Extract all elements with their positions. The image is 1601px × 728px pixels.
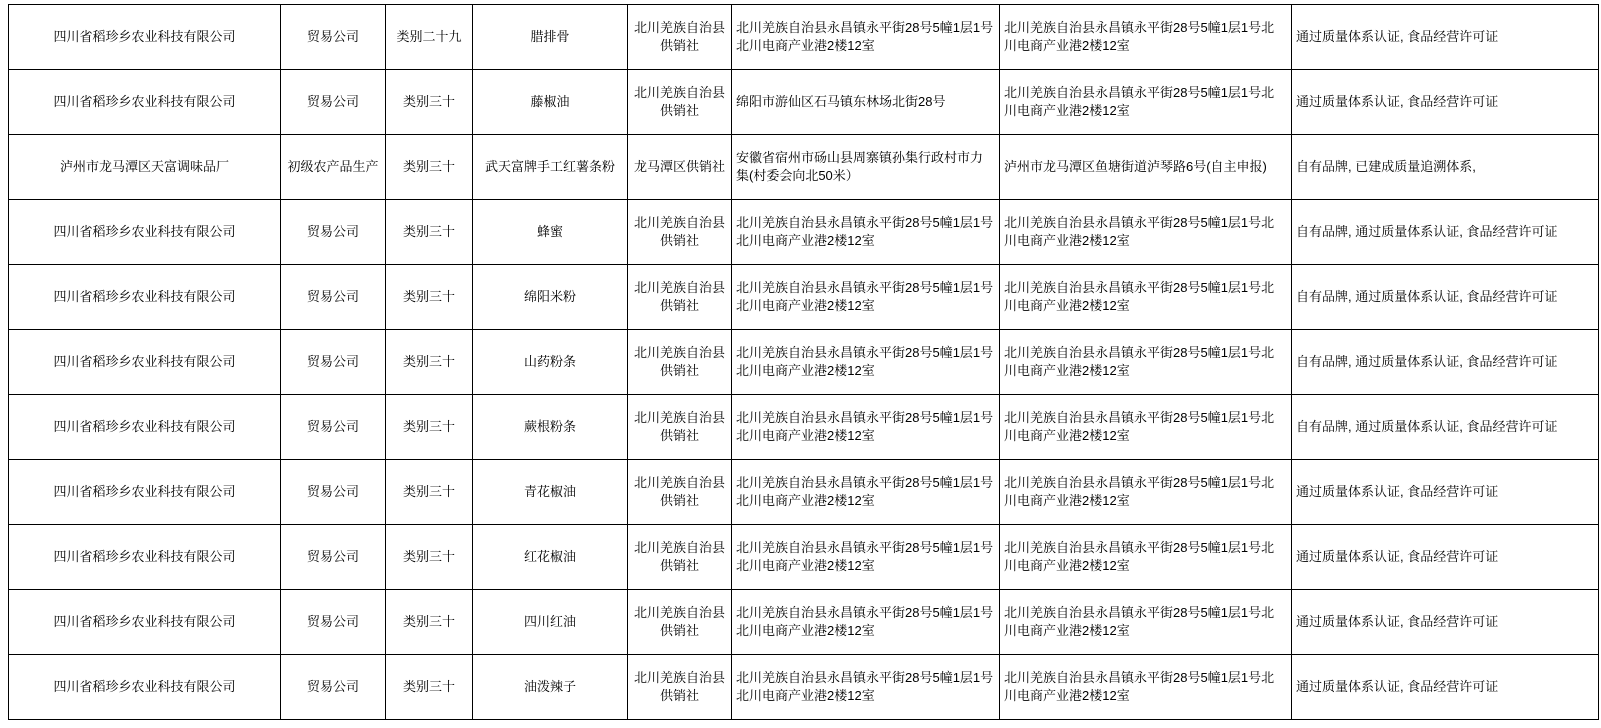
cell-company-type: 贸易公司 xyxy=(281,525,386,590)
cell-company: 四川省稻珍乡农业科技有限公司 xyxy=(9,590,281,655)
cell-registered-address: 北川羌族自治县永昌镇永平街28号5幢1层1号北川电商产业港2楼12室 xyxy=(1000,590,1292,655)
cell-company: 四川省稻珍乡农业科技有限公司 xyxy=(9,70,281,135)
cell-supply-coop: 北川羌族自治县供销社 xyxy=(628,265,732,330)
cell-supply-coop: 北川羌族自治县供销社 xyxy=(628,5,732,70)
cell-production-address: 北川羌族自治县永昌镇永平街28号5幢1层1号北川电商产业港2楼12室 xyxy=(732,395,1000,460)
cell-product-name: 蜂蜜 xyxy=(473,200,628,265)
cell-category: 类别三十 xyxy=(386,135,473,200)
cell-registered-address: 北川羌族自治县永昌镇永平街28号5幢1层1号北川电商产业港2楼12室 xyxy=(1000,5,1292,70)
cell-company-type: 贸易公司 xyxy=(281,70,386,135)
cell-company-type: 贸易公司 xyxy=(281,200,386,265)
cell-company: 四川省稻珍乡农业科技有限公司 xyxy=(9,460,281,525)
cell-production-address: 安徽省宿州市砀山县周寨镇孙集行政村市力集(村委会向北50米） xyxy=(732,135,1000,200)
table-row xyxy=(9,590,1599,655)
cell-category: 类别三十 xyxy=(386,200,473,265)
cell-registered-address: 北川羌族自治县永昌镇永平街28号5幢1层1号北川电商产业港2楼12室 xyxy=(1000,200,1292,265)
cell-remark: 通过质量体系认证, 食品经营许可证 xyxy=(1292,70,1599,135)
table-row xyxy=(9,135,1599,200)
cell-category: 类别三十 xyxy=(386,395,473,460)
cell-production-address: 北川羌族自治县永昌镇永平街28号5幢1层1号北川电商产业港2楼12室 xyxy=(732,200,1000,265)
cell-company-type: 贸易公司 xyxy=(281,395,386,460)
cell-company-type: 贸易公司 xyxy=(281,460,386,525)
table-row xyxy=(9,330,1599,395)
cell-company: 四川省稻珍乡农业科技有限公司 xyxy=(9,655,281,720)
document-sheet xyxy=(0,4,1601,728)
cell-product-name: 蕨根粉条 xyxy=(473,395,628,460)
cell-production-address: 北川羌族自治县永昌镇永平街28号5幢1层1号北川电商产业港2楼12室 xyxy=(732,525,1000,590)
cell-company-type: 初级农产品生产 xyxy=(281,135,386,200)
table-row xyxy=(9,460,1599,525)
cell-category: 类别三十 xyxy=(386,525,473,590)
cell-company: 四川省稻珍乡农业科技有限公司 xyxy=(9,525,281,590)
cell-category: 类别三十 xyxy=(386,330,473,395)
cell-product-name: 山药粉条 xyxy=(473,330,628,395)
cell-company-type: 贸易公司 xyxy=(281,330,386,395)
cell-product-name: 武天富牌手工红薯条粉 xyxy=(473,135,628,200)
cell-production-address: 北川羌族自治县永昌镇永平街28号5幢1层1号北川电商产业港2楼12室 xyxy=(732,590,1000,655)
cell-company-type: 贸易公司 xyxy=(281,590,386,655)
cell-product-name: 青花椒油 xyxy=(473,460,628,525)
cell-registered-address: 北川羌族自治县永昌镇永平街28号5幢1层1号北川电商产业港2楼12室 xyxy=(1000,330,1292,395)
cell-registered-address: 北川羌族自治县永昌镇永平街28号5幢1层1号北川电商产业港2楼12室 xyxy=(1000,70,1292,135)
cell-category: 类别三十 xyxy=(386,265,473,330)
cell-company: 泸州市龙马潭区天富调味品厂 xyxy=(9,135,281,200)
cell-production-address: 北川羌族自治县永昌镇永平街28号5幢1层1号北川电商产业港2楼12室 xyxy=(732,330,1000,395)
cell-product-name: 绵阳米粉 xyxy=(473,265,628,330)
cell-registered-address: 北川羌族自治县永昌镇永平街28号5幢1层1号北川电商产业港2楼12室 xyxy=(1000,525,1292,590)
cell-supply-coop: 北川羌族自治县供销社 xyxy=(628,655,732,720)
cell-supply-coop: 北川羌族自治县供销社 xyxy=(628,460,732,525)
cell-product-name: 油泼辣子 xyxy=(473,655,628,720)
cell-remark: 自有品牌, 通过质量体系认证, 食品经营许可证 xyxy=(1292,330,1599,395)
cell-production-address: 北川羌族自治县永昌镇永平街28号5幢1层1号北川电商产业港2楼12室 xyxy=(732,265,1000,330)
cell-remark: 通过质量体系认证, 食品经营许可证 xyxy=(1292,655,1599,720)
cell-remark: 自有品牌, 通过质量体系认证, 食品经营许可证 xyxy=(1292,265,1599,330)
table-body xyxy=(9,5,1599,720)
table-row xyxy=(9,265,1599,330)
cell-product-name: 红花椒油 xyxy=(473,525,628,590)
table-row xyxy=(9,200,1599,265)
cell-category: 类别三十 xyxy=(386,460,473,525)
table-row xyxy=(9,70,1599,135)
cell-registered-address: 北川羌族自治县永昌镇永平街28号5幢1层1号北川电商产业港2楼12室 xyxy=(1000,655,1292,720)
cell-company-type: 贸易公司 xyxy=(281,655,386,720)
cell-supply-coop: 龙马潭区供销社 xyxy=(628,135,732,200)
cell-remark: 自有品牌, 已建成质量追溯体系, xyxy=(1292,135,1599,200)
table-row xyxy=(9,395,1599,460)
cell-registered-address: 北川羌族自治县永昌镇永平街28号5幢1层1号北川电商产业港2楼12室 xyxy=(1000,460,1292,525)
data-table xyxy=(8,4,1599,720)
cell-category: 类别三十 xyxy=(386,655,473,720)
cell-company: 四川省稻珍乡农业科技有限公司 xyxy=(9,265,281,330)
cell-production-address: 北川羌族自治县永昌镇永平街28号5幢1层1号北川电商产业港2楼12室 xyxy=(732,5,1000,70)
cell-supply-coop: 北川羌族自治县供销社 xyxy=(628,330,732,395)
cell-category: 类别二十九 xyxy=(386,5,473,70)
cell-supply-coop: 北川羌族自治县供销社 xyxy=(628,395,732,460)
cell-remark: 通过质量体系认证, 食品经营许可证 xyxy=(1292,460,1599,525)
cell-remark: 通过质量体系认证, 食品经营许可证 xyxy=(1292,590,1599,655)
cell-product-name: 腊排骨 xyxy=(473,5,628,70)
cell-supply-coop: 北川羌族自治县供销社 xyxy=(628,590,732,655)
cell-remark: 自有品牌, 通过质量体系认证, 食品经营许可证 xyxy=(1292,200,1599,265)
cell-registered-address: 北川羌族自治县永昌镇永平街28号5幢1层1号北川电商产业港2楼12室 xyxy=(1000,265,1292,330)
cell-registered-address: 泸州市龙马潭区鱼塘街道泸琴路6号(自主申报) xyxy=(1000,135,1292,200)
cell-remark: 通过质量体系认证, 食品经营许可证 xyxy=(1292,5,1599,70)
table-row xyxy=(9,655,1599,720)
cell-production-address: 北川羌族自治县永昌镇永平街28号5幢1层1号北川电商产业港2楼12室 xyxy=(732,460,1000,525)
cell-product-name: 四川红油 xyxy=(473,590,628,655)
cell-supply-coop: 北川羌族自治县供销社 xyxy=(628,70,732,135)
cell-production-address: 绵阳市游仙区石马镇东林场北街28号 xyxy=(732,70,1000,135)
cell-company: 四川省稻珍乡农业科技有限公司 xyxy=(9,5,281,70)
cell-company-type: 贸易公司 xyxy=(281,5,386,70)
cell-remark: 通过质量体系认证, 食品经营许可证 xyxy=(1292,525,1599,590)
table-row xyxy=(9,5,1599,70)
cell-registered-address: 北川羌族自治县永昌镇永平街28号5幢1层1号北川电商产业港2楼12室 xyxy=(1000,395,1292,460)
cell-product-name: 藤椒油 xyxy=(473,70,628,135)
cell-remark: 自有品牌, 通过质量体系认证, 食品经营许可证 xyxy=(1292,395,1599,460)
cell-supply-coop: 北川羌族自治县供销社 xyxy=(628,200,732,265)
cell-company-type: 贸易公司 xyxy=(281,265,386,330)
cell-company: 四川省稻珍乡农业科技有限公司 xyxy=(9,330,281,395)
table-row xyxy=(9,525,1599,590)
cell-category: 类别三十 xyxy=(386,590,473,655)
cell-production-address: 北川羌族自治县永昌镇永平街28号5幢1层1号北川电商产业港2楼12室 xyxy=(732,655,1000,720)
cell-supply-coop: 北川羌族自治县供销社 xyxy=(628,525,732,590)
cell-company: 四川省稻珍乡农业科技有限公司 xyxy=(9,200,281,265)
cell-company: 四川省稻珍乡农业科技有限公司 xyxy=(9,395,281,460)
cell-category: 类别三十 xyxy=(386,70,473,135)
